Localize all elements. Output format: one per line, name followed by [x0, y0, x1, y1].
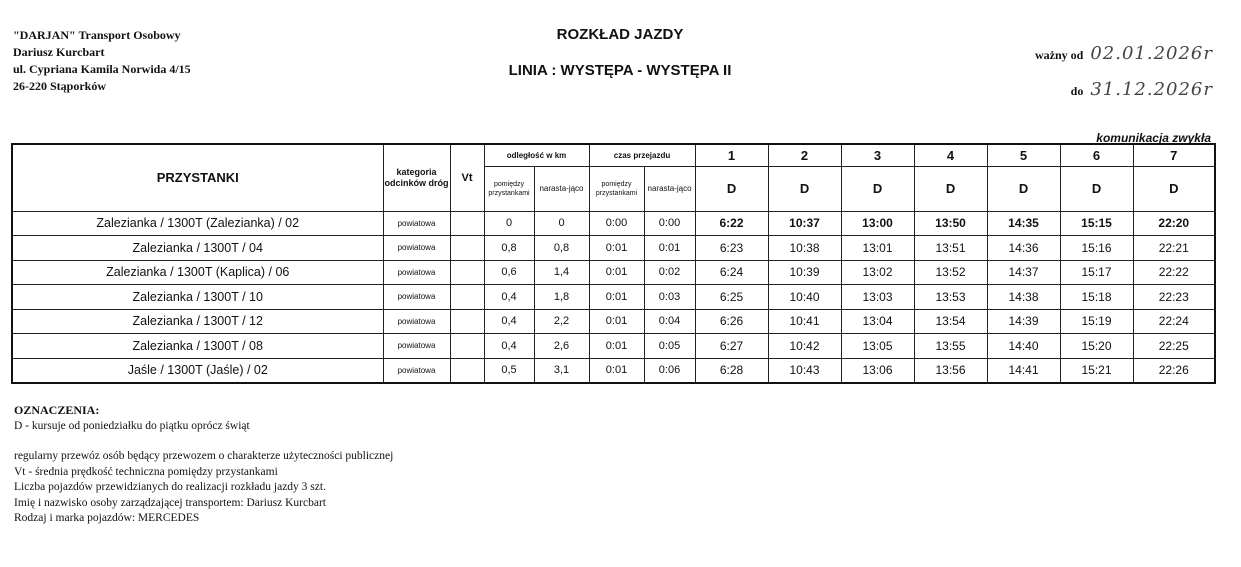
- departure-time: 15:15: [1060, 211, 1133, 236]
- valid-to-label: do: [1070, 84, 1084, 98]
- departure-time: 10:43: [768, 358, 841, 383]
- departure-time: 10:41: [768, 309, 841, 334]
- header-time-between: pomiędzy przystankami: [589, 166, 644, 211]
- vt-value: [450, 334, 484, 359]
- departure-time: 14:39: [987, 309, 1060, 334]
- departure-time: 14:37: [987, 260, 1060, 285]
- header-time-cumulative: narasta-jąco: [644, 166, 695, 211]
- departure-time: 13:05: [841, 334, 914, 359]
- departure-time: 22:21: [1133, 236, 1215, 261]
- distance-between: 0,6: [484, 260, 534, 285]
- legend-line: regularny przewóz osób będący przewozem o charakterze użyteczności publicznej: [14, 450, 394, 462]
- departure-time: 14:35: [987, 211, 1060, 236]
- legend-line: Vt - średnia prędkość techniczna pomiędzy przystankami: [14, 465, 278, 478]
- departure-time: 13:51: [914, 236, 987, 261]
- header-distance: odległość w km: [484, 144, 589, 166]
- table-row: [12, 309, 1215, 334]
- legend-d-note: D - kursuje od poniedziałku do piątku oprócz świąt: [14, 419, 250, 432]
- legend-line: Rodzaj i marka pojazdów: MERCEDES: [14, 512, 200, 524]
- distance-cumulative: 0: [534, 211, 589, 236]
- departure-time: 15:17: [1060, 260, 1133, 285]
- departure-time: 22:26: [1133, 358, 1215, 383]
- vt-value: [450, 309, 484, 334]
- distance-between: 0: [484, 211, 534, 236]
- departure-time: 15:21: [1060, 358, 1133, 383]
- road-category: powiatowa: [383, 260, 450, 285]
- stop-name: Zalezianka / 1300T (Kaplica) / 06: [12, 260, 383, 285]
- table-row: [12, 211, 1215, 236]
- vt-value: [450, 236, 484, 261]
- time-cumulative: 0:04: [644, 309, 695, 334]
- time-between: 0:01: [589, 236, 644, 261]
- road-category: powiatowa: [383, 211, 450, 236]
- departure-time: 13:56: [914, 358, 987, 383]
- course-code: D: [1133, 166, 1215, 211]
- departure-time: 15:16: [1060, 236, 1133, 261]
- header-distance-cumulative: narasta-jąco: [534, 166, 589, 211]
- vt-value: [450, 211, 484, 236]
- departure-time: 6:25: [695, 285, 768, 310]
- time-cumulative: 0:05: [644, 334, 695, 359]
- departure-time: 14:40: [987, 334, 1060, 359]
- departure-time: 15:19: [1060, 309, 1133, 334]
- time-cumulative: 0:00: [644, 211, 695, 236]
- company-address: [13, 27, 191, 95]
- course-code: D: [768, 166, 841, 211]
- course-code: D: [987, 166, 1060, 211]
- time-between: 0:01: [589, 285, 644, 310]
- distance-between: 0,4: [484, 309, 534, 334]
- time-between: 0:01: [589, 309, 644, 334]
- stop-name: Jaśle / 1300T (Jaśle) / 02: [12, 358, 383, 383]
- departure-time: 15:20: [1060, 334, 1133, 359]
- departure-time: 14:38: [987, 285, 1060, 310]
- document-title: ROZKŁAD JAZDY: [556, 26, 684, 43]
- departure-time: 13:03: [841, 285, 914, 310]
- company-name: "DARJAN" Transport Osobowy: [13, 28, 181, 42]
- company-owner: Dariusz Kurcbart: [13, 45, 105, 59]
- company-street: ul. Cypriana Kamila Norwida 4/15: [13, 62, 191, 76]
- table-row: [12, 285, 1215, 310]
- valid-from-label: ważny od: [1034, 48, 1084, 62]
- course-number: 7: [1133, 144, 1215, 166]
- table-row: [12, 260, 1215, 285]
- stop-name: Zalezianka / 1300T (Zalezianka) / 02: [12, 211, 383, 236]
- distance-cumulative: 2,2: [534, 309, 589, 334]
- table-row: [12, 236, 1215, 261]
- header-stops: PRZYSTANKI: [12, 144, 383, 211]
- departure-time: 14:36: [987, 236, 1060, 261]
- time-cumulative: 0:01: [644, 236, 695, 261]
- departure-time: 15:18: [1060, 285, 1133, 310]
- course-code: D: [1060, 166, 1133, 211]
- course-code: D: [841, 166, 914, 211]
- departure-time: 6:27: [695, 334, 768, 359]
- departure-time: 13:55: [914, 334, 987, 359]
- time-cumulative: 0:02: [644, 260, 695, 285]
- course-number: 5: [987, 144, 1060, 166]
- vt-value: [450, 358, 484, 383]
- time-between: 0:01: [589, 334, 644, 359]
- departure-time: 10:39: [768, 260, 841, 285]
- departure-time: 14:41: [987, 358, 1060, 383]
- legend-heading: OZNACZENIA:: [14, 403, 100, 417]
- distance-between: 0,4: [484, 285, 534, 310]
- valid-to-date: 31.12.2026r: [1090, 79, 1213, 100]
- line-name: LINIA : WYSTĘPA - WYSTĘPA II: [508, 62, 732, 79]
- distance-cumulative: 3,1: [534, 358, 589, 383]
- departure-time: 6:23: [695, 236, 768, 261]
- departure-time: 10:40: [768, 285, 841, 310]
- header-distance-between: pomiędzy przystankami: [484, 166, 534, 211]
- departure-time: 22:24: [1133, 309, 1215, 334]
- legend: [14, 403, 393, 527]
- time-between: 0:01: [589, 358, 644, 383]
- timetable: [11, 143, 1216, 384]
- road-category: powiatowa: [383, 309, 450, 334]
- table-row: [12, 334, 1215, 359]
- communication-type: komunikacja zwykła: [1096, 131, 1211, 145]
- road-category: powiatowa: [383, 358, 450, 383]
- stop-name: Zalezianka / 1300T / 12: [12, 309, 383, 334]
- departure-time: 22:22: [1133, 260, 1215, 285]
- departure-time: 13:54: [914, 309, 987, 334]
- stop-name: Zalezianka / 1300T / 10: [12, 285, 383, 310]
- header-vt: Vt: [450, 144, 484, 211]
- departure-time: 13:00: [841, 211, 914, 236]
- legend-line: Liczba pojazdów przewidzianych do realizacji rozkładu jazdy 3 szt.: [14, 481, 326, 493]
- company-city: 26-220 Stąporków: [13, 79, 107, 93]
- departure-time: 13:52: [914, 260, 987, 285]
- valid-from: [1035, 43, 1213, 64]
- vt-value: [450, 260, 484, 285]
- departure-time: 13:53: [914, 285, 987, 310]
- course-number: 1: [695, 144, 768, 166]
- distance-between: 0,5: [484, 358, 534, 383]
- table-row: [12, 358, 1215, 383]
- road-category: powiatowa: [383, 285, 450, 310]
- course-number: 4: [914, 144, 987, 166]
- departure-time: 6:22: [695, 211, 768, 236]
- distance-cumulative: 1,8: [534, 285, 589, 310]
- header-time: czas przejazdu: [589, 144, 695, 166]
- distance-cumulative: 0,8: [534, 236, 589, 261]
- departure-time: 13:50: [914, 211, 987, 236]
- departure-time: 6:28: [695, 358, 768, 383]
- distance-cumulative: 2,6: [534, 334, 589, 359]
- departure-time: 13:06: [841, 358, 914, 383]
- distance-between: 0,4: [484, 334, 534, 359]
- time-cumulative: 0:06: [644, 358, 695, 383]
- legend-line: Imię i nazwisko osoby zarządzającej transportem: Dariusz Kurcbart: [14, 496, 326, 509]
- course-number: 6: [1060, 144, 1133, 166]
- vt-value: [450, 285, 484, 310]
- departure-time: 13:01: [841, 236, 914, 261]
- valid-to: [1071, 79, 1213, 100]
- road-category: powiatowa: [383, 334, 450, 359]
- distance-cumulative: 1,4: [534, 260, 589, 285]
- departure-time: 6:26: [695, 309, 768, 334]
- departure-time: 22:25: [1133, 334, 1215, 359]
- header-category: kategoria odcinków dróg: [383, 144, 450, 211]
- departure-time: 6:24: [695, 260, 768, 285]
- departure-time: 10:37: [768, 211, 841, 236]
- timetable-body: [12, 211, 1215, 383]
- course-code: D: [914, 166, 987, 211]
- stop-name: Zalezianka / 1300T / 08: [12, 334, 383, 359]
- course-code: D: [695, 166, 768, 211]
- time-between: 0:01: [589, 260, 644, 285]
- stop-name: Zalezianka / 1300T / 04: [12, 236, 383, 261]
- departure-time: 10:42: [768, 334, 841, 359]
- distance-between: 0,8: [484, 236, 534, 261]
- time-cumulative: 0:03: [644, 285, 695, 310]
- departure-time: 13:02: [841, 260, 914, 285]
- valid-from-date: 02.01.2026r: [1090, 43, 1213, 64]
- departure-time: 22:23: [1133, 285, 1215, 310]
- course-number: 2: [768, 144, 841, 166]
- departure-time: 10:38: [768, 236, 841, 261]
- course-number: 3: [841, 144, 914, 166]
- departure-time: 22:20: [1133, 211, 1215, 236]
- road-category: powiatowa: [383, 236, 450, 261]
- time-between: 0:00: [589, 211, 644, 236]
- departure-time: 13:04: [841, 309, 914, 334]
